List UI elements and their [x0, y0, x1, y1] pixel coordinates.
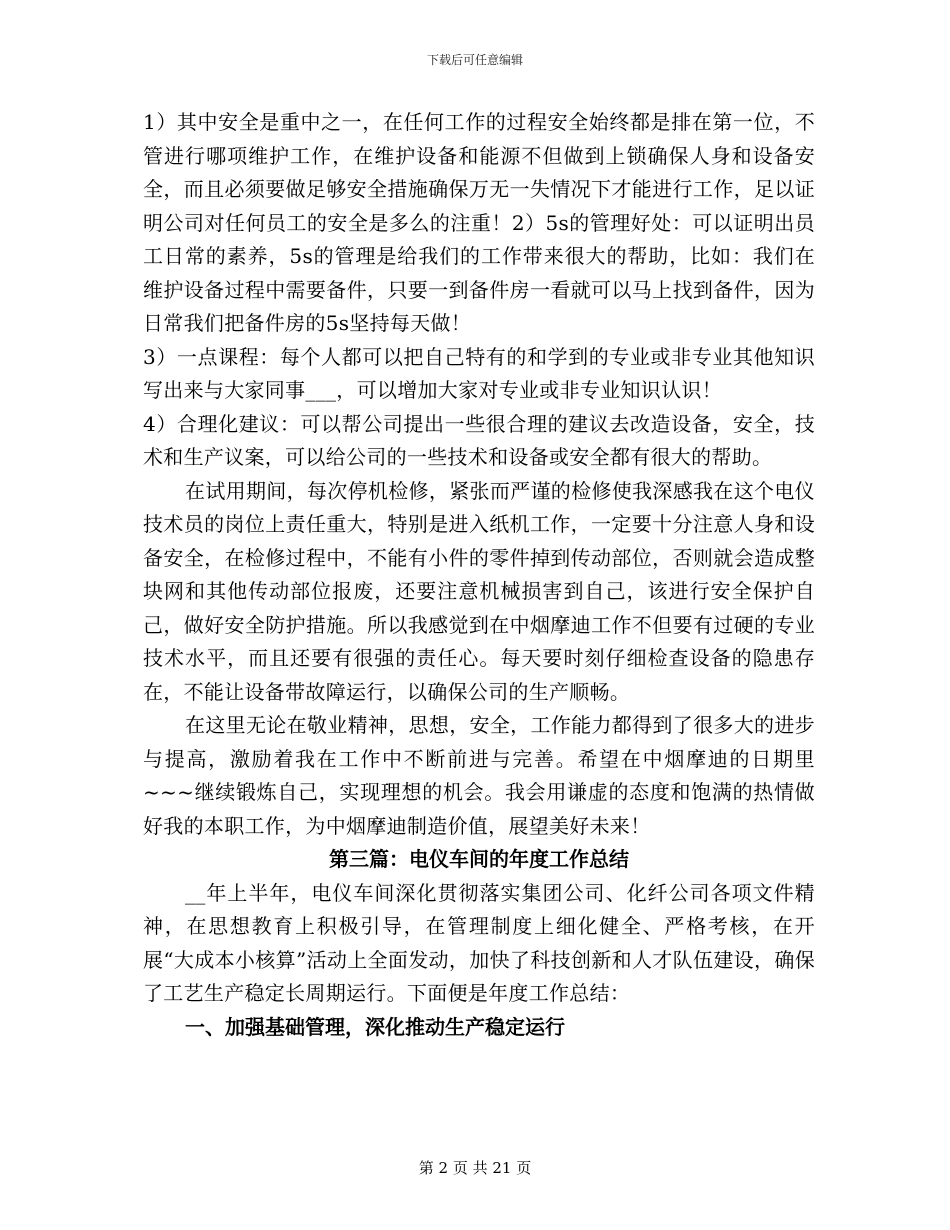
paragraph-safety-5s: 1）其中安全是重中之一，在任何工作的过程安全始终都是排在第一位，不管进行哪项维护工作，在维护设备和能源不但做到上锁确保人身和设备安全，而且必须要做足够安全措施确保万无一失情况下才能进行工作，足以证明公司对任何员工的安全是多么的注重！2）5s的管理好处：可以证明出员工日常的素养，5s的管理是给我们的工作带来很大的帮助，比如：我们在维护设备过程中需要备件，只要一到备件房一看就可以马上找到备件，因为日常我们把备件房的5s坚持每天做！: [143, 110, 815, 335]
paragraph-probation: 在试用期间，每次停机检修，紧张而严谨的检修使我深感我在这个电仪技术员的岗位上责任重大，特别是进入纸机工作，一定要十分注意人身和设备安全，在检修过程中，不能有小件的零件掉到传动部位，否则就会造成整块网和其他传动部位报废，还要注意机械损害到自己，该进行安全保护自己，做好安全防护措施。所以我感觉到在中烟摩迪工作不但要有过硬的专业技术水平，而且还要有很强的责任心。每天要时刻仔细检查设备的隐患存在，不能让设备带故障运行，以确保公司的生产顺畅。: [143, 478, 815, 704]
paragraph-rationalization: 4）合理化建议：可以帮公司提出一些很合理的建议去改造设备，安全，技术和生产议案，可以给公司的一些技术和设备或安全都有很大的帮助。: [143, 411, 815, 469]
document-body: [143, 106, 815, 1044]
subheading: 一、加强基础管理，深化推动生产稳定运行: [185, 1014, 565, 1039]
section-title: 第三篇：电仪车间的年度工作总结: [329, 847, 629, 871]
page-header: 下载后可任意编辑: [426, 53, 523, 67]
paragraph-summary-intro: __年上半年，电仪车间深化贯彻落实集团公司、化纤公司各项文件精神，在思想教育上积极引导，在管理制度上细化健全、严格考核，在开展“大成本小核算”活动上全面发动，加快了科技创新和人才队伍建设，确保了工艺生产稳定长周期运行。下面便是年度工作总结：: [143, 880, 815, 1005]
page-footer: 第 2 页 共 21 页: [418, 1159, 532, 1177]
paragraph-progress: 在这里无论在敬业精神，思想，安全，工作能力都得到了很多大的进步与提高，激励着我在工作中不断前进与完善。希望在中烟摩迪的日期里~~~继续锻炼自己，实现理想的机会。我会用谦虚的态度和饱满的热情做好我的本职工作，为中烟摩迪制造价值，展望美好未来！: [143, 713, 815, 838]
paragraph-one-point-lesson: 3）一点课程：每个人都可以把自己特有的和学到的专业或非专业其他知识写出来与大家同事___，可以增加大家对专业或非专业知识认识！: [143, 344, 815, 402]
